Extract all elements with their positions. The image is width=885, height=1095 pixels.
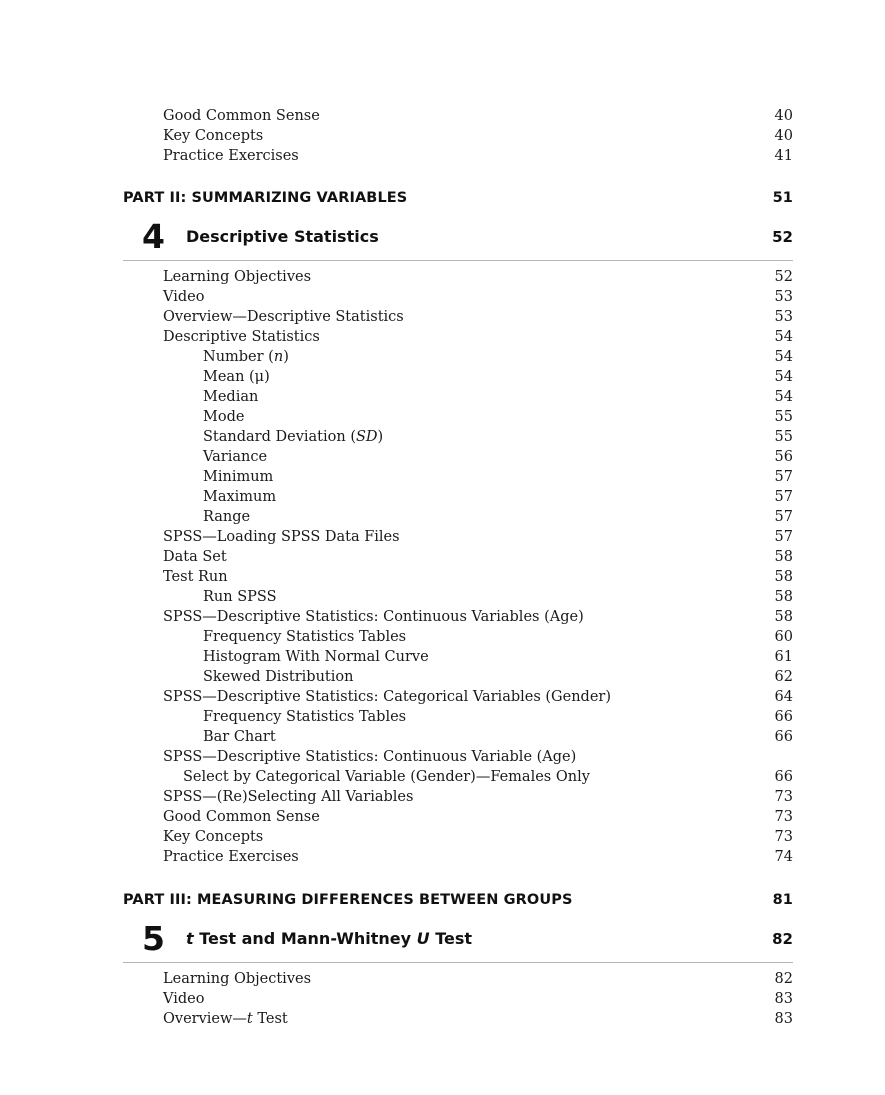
entry-page: 56 [774,449,793,465]
entry-title: Video [163,289,205,305]
entry-title: Frequency Statistics Tables [203,709,407,725]
entry-page: 57 [774,509,793,525]
entry-page: 83 [774,991,793,1007]
entry-title: Histogram With Normal Curve [203,649,429,665]
entry-title: Standard Deviation (SD) [203,429,384,445]
entry-page: 55 [774,409,793,425]
toc-subentry [123,587,793,607]
entry-title: Key Concepts [163,829,264,845]
entry-title: SPSS—Descriptive Statistics: Continuous Variables (Age) [163,609,584,625]
entry-page: 66 [774,729,793,745]
chapter-number: 5 [142,919,165,958]
entry-page: 66 [774,769,793,785]
entry-page: 58 [774,569,793,585]
toc-entry [123,106,793,126]
toc-entry [123,327,793,347]
chapter-heading [123,919,793,963]
toc-entry [123,787,793,807]
entry-page: 74 [774,849,793,865]
toc-entry [123,687,793,707]
entry-page: 54 [774,349,793,365]
toc-subentry [123,407,793,427]
toc-subentry [123,367,793,387]
toc-subentry [123,647,793,667]
entry-title: Good Common Sense [163,108,320,124]
toc-entry [123,146,793,166]
toc-entry [123,287,793,307]
entry-page: 73 [774,829,793,845]
entry-title: Overview—t Test [163,1011,288,1027]
toc-entry [123,567,793,587]
toc-subentry [123,467,793,487]
entry-page: 53 [774,289,793,305]
toc-subentry [123,727,793,747]
chapter-page: 82 [772,930,793,948]
toc-entry [123,807,793,827]
entry-title: Good Common Sense [163,809,320,825]
entry-title: Overview—Descriptive Statistics [163,309,404,325]
entry-page: 52 [774,269,793,285]
toc-subentry [123,507,793,527]
entry-page: 83 [774,1011,793,1027]
toc-entry [123,747,793,767]
toc-subentry [123,387,793,407]
toc-entry [123,527,793,547]
entry-title: Select by Categorical Variable (Gender)—Females Only [183,769,590,785]
toc-subentry [123,427,793,447]
entry-title: Practice Exercises [163,849,299,865]
entry-page: 57 [774,469,793,485]
entry-page: 66 [774,709,793,725]
entry-title: Frequency Statistics Tables [203,629,407,645]
entry-page: 60 [774,629,793,645]
chapter-page: 52 [772,228,793,246]
entry-page: 62 [774,669,793,685]
toc-subentry [123,487,793,507]
toc-subentry [123,447,793,467]
entry-page: 57 [774,529,793,545]
entry-page: 82 [774,971,793,987]
entry-title: Bar Chart [203,729,276,745]
entry-page: 58 [774,589,793,605]
entry-title: Minimum [203,469,274,485]
entry-title: Mode [203,409,245,425]
toc-entry [123,307,793,327]
entry-title: Number (n) [203,349,289,365]
toc-subentry [123,347,793,367]
toc-entry [123,607,793,627]
entry-page: 58 [774,609,793,625]
entry-page: 55 [774,429,793,445]
entry-title: Descriptive Statistics [163,329,320,345]
entry-page: 73 [774,809,793,825]
toc-subentry [123,627,793,647]
toc-entry [123,827,793,847]
entry-page: 57 [774,489,793,505]
entry-title: SPSS—Descriptive Statistics: Continuous Variable (Age) [163,749,577,765]
entry-page: 40 [774,128,793,144]
toc-entry [123,969,793,989]
entry-page: 40 [774,108,793,124]
toc-entry-continuation [123,767,793,787]
entry-title: Learning Objectives [163,971,312,987]
toc-subentry [123,707,793,727]
part-heading [123,889,793,911]
entry-title: Practice Exercises [163,148,299,164]
entry-title: SPSS—Descriptive Statistics: Categorical Variables (Gender) [163,689,611,705]
entry-page: 54 [774,329,793,345]
entry-page: 58 [774,549,793,565]
entry-title: Learning Objectives [163,269,312,285]
entry-page: 54 [774,369,793,385]
part-heading [123,187,793,209]
entry-title: Data Set [163,549,227,565]
entry-title: Test Run [163,569,228,585]
entry-page: 41 [774,148,793,164]
entry-page: 64 [774,689,793,705]
entry-title: Skewed Distribution [203,669,354,685]
entry-title: SPSS—(Re)Selecting All Variables [163,789,414,805]
entry-page: 61 [774,649,793,665]
toc-entry [123,267,793,287]
toc-entry [123,847,793,867]
entry-title: Variance [203,449,268,465]
entry-title: Run SPSS [203,589,277,605]
chapter-title: Descriptive Statistics [186,227,379,246]
entry-title: Maximum [203,489,277,505]
part-title: PART III: MEASURING DIFFERENCES BETWEEN GROUPS [123,892,573,908]
entry-page: 54 [774,389,793,405]
part-page: 81 [772,892,793,908]
entry-page: 73 [774,789,793,805]
entry-title: Median [203,389,259,405]
toc-entry [123,547,793,567]
toc-entry [123,989,793,1009]
toc-subentry [123,667,793,687]
entry-title: Mean (μ) [203,369,270,385]
entry-title: Key Concepts [163,128,264,144]
entry-title: SPSS—Loading SPSS Data Files [163,529,400,545]
toc-entry [123,126,793,146]
toc-entry [123,1009,793,1029]
part-page: 51 [772,190,793,206]
chapter-number: 4 [142,217,165,256]
part-title: PART II: SUMMARIZING VARIABLES [123,190,408,206]
chapter-heading [123,217,793,261]
entry-title: Video [163,991,205,1007]
chapter-title: t Test and Mann-Whitney U Test [186,929,473,948]
entry-page: 53 [774,309,793,325]
entry-title: Range [203,509,251,525]
